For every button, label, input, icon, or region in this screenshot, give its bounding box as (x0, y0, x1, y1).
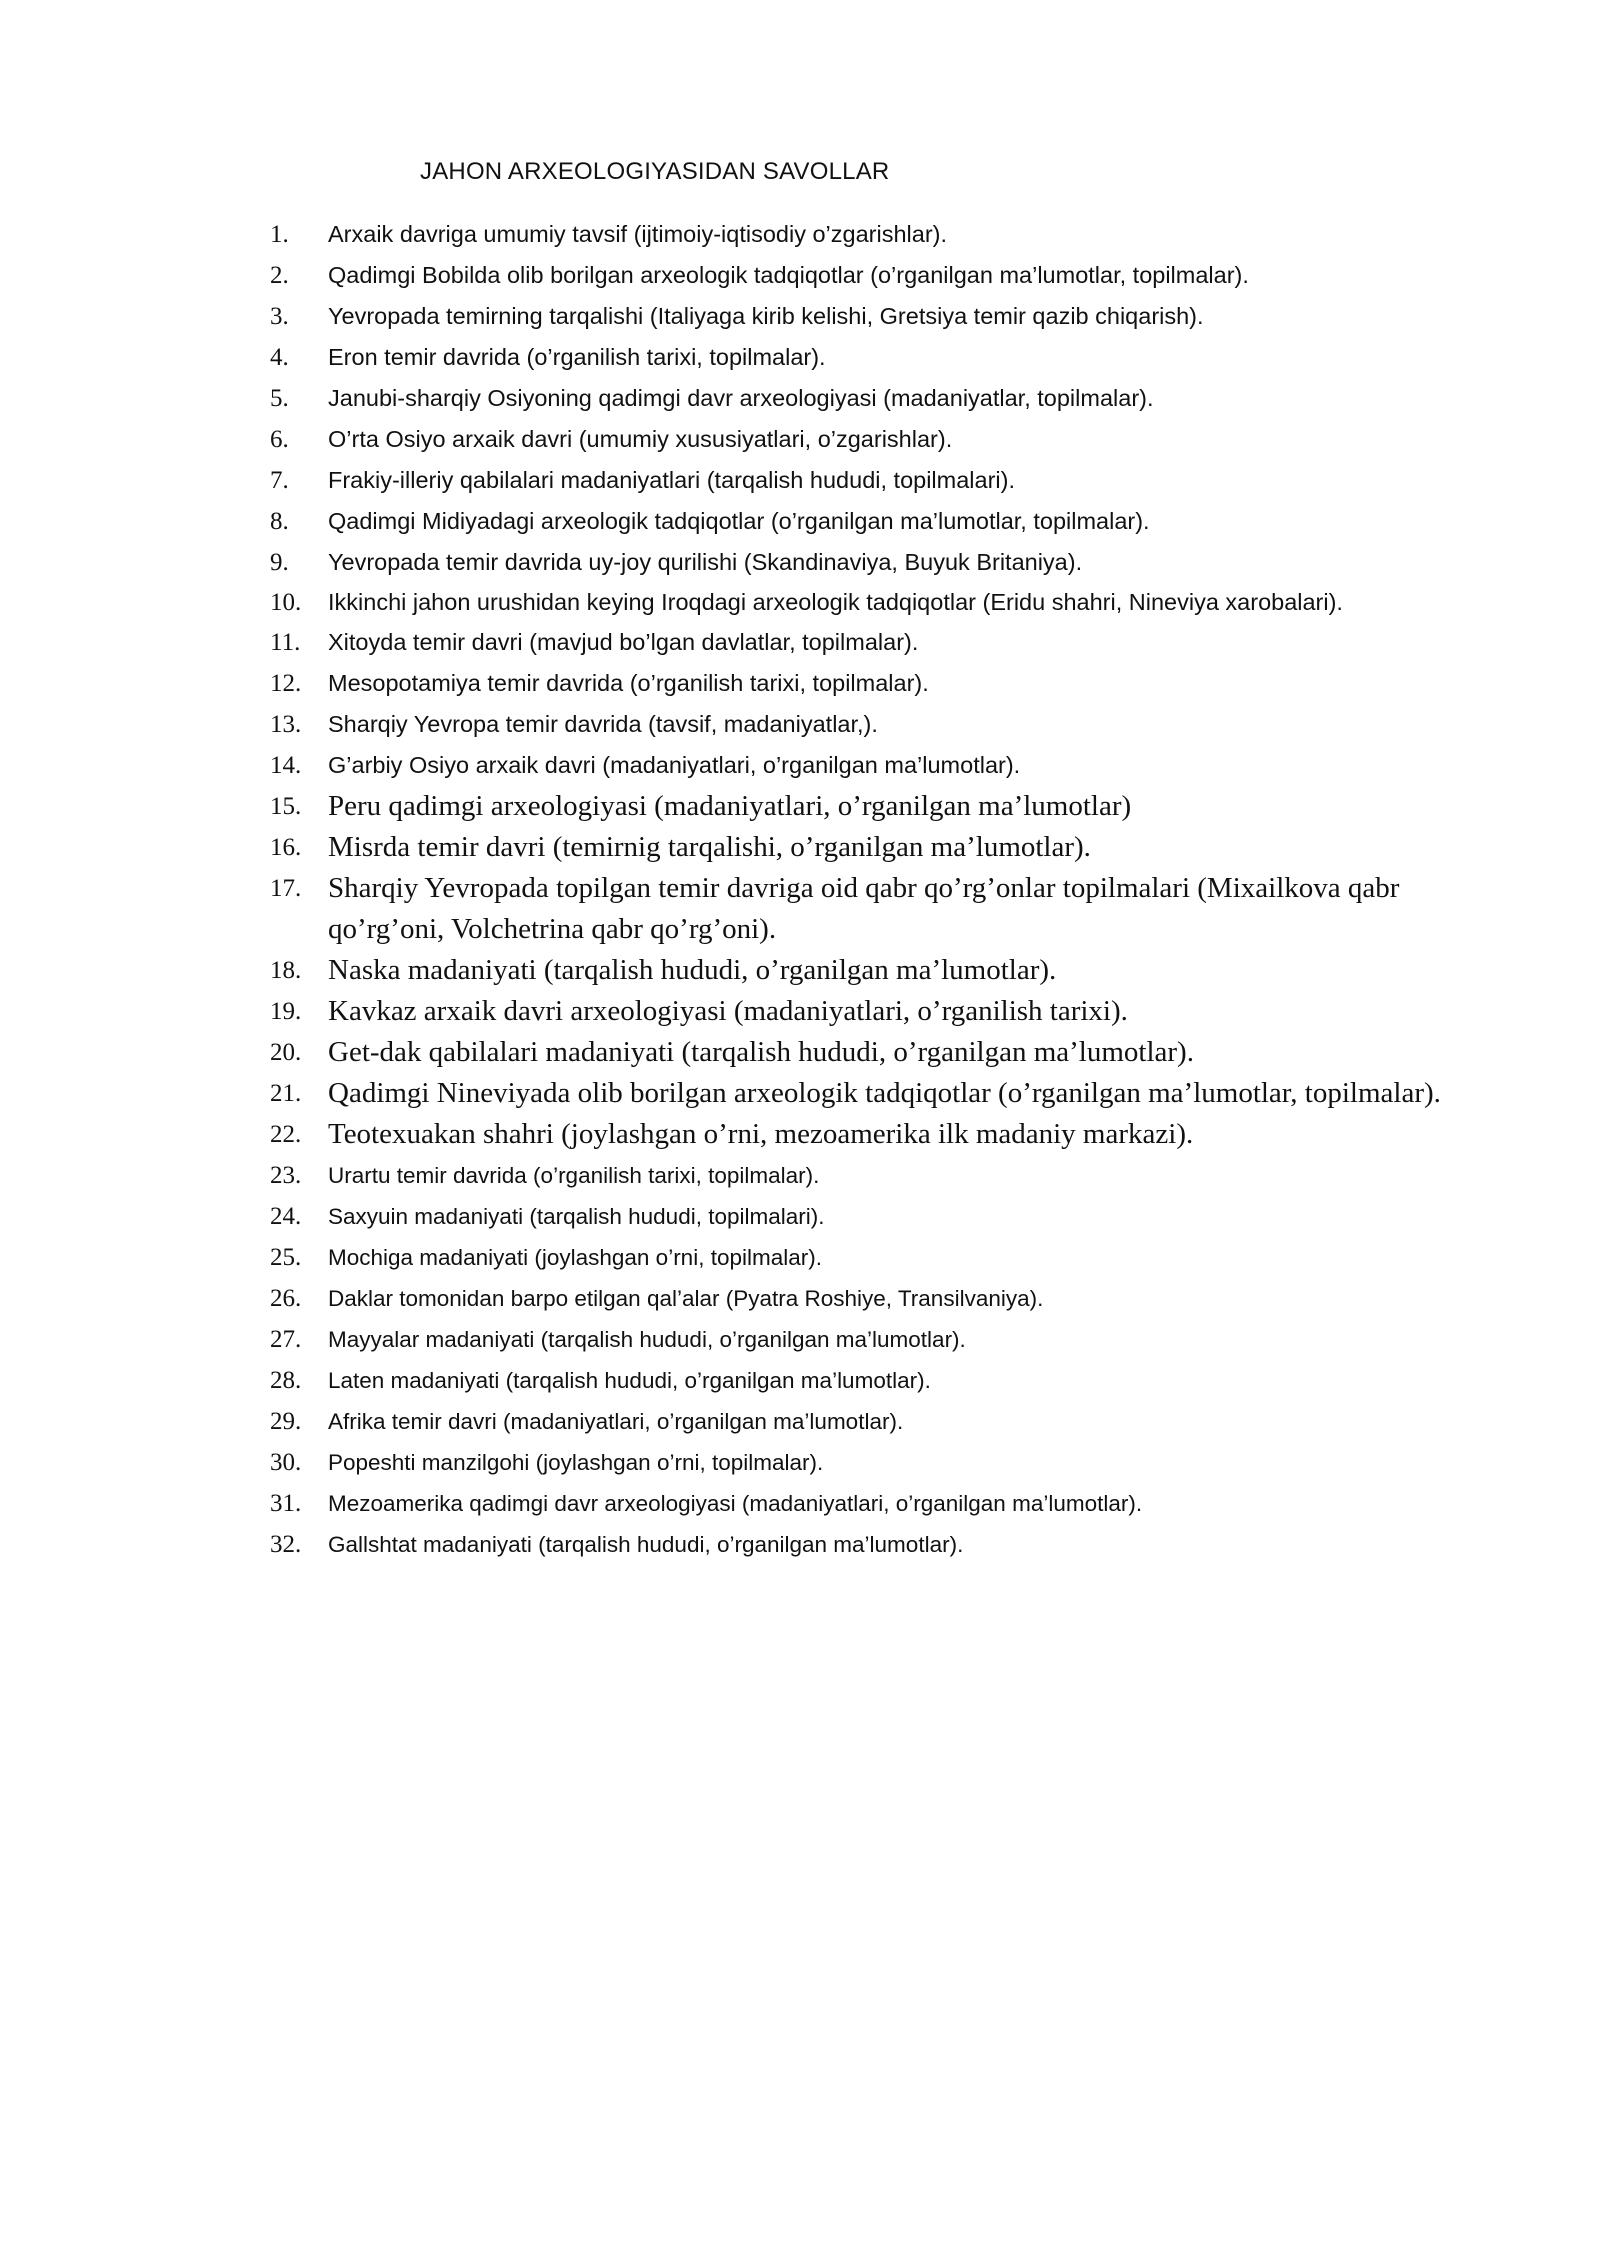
question-number: 2. (270, 262, 289, 289)
question-item (270, 1278, 1490, 1319)
question-number: 16. (270, 834, 302, 861)
question-text: Xitoyda temir davri (mavjud bo’lgan davlatlar, topilmalar). (328, 629, 919, 655)
question-number: 18. (270, 957, 302, 984)
question-text: Laten madaniyati (tarqalish hududi, o’rganilgan ma’lumotlar). (328, 1368, 931, 1393)
question-text: Mezoamerika qadimgi davr arxeologiyasi (madaniyatlari, o’rganilgan ma’lumotlar). (328, 1491, 1143, 1516)
question-number: 20. (270, 1039, 302, 1066)
document-title: JAHON ARXEOLOGIYASIDAN SAVOLLAR (420, 158, 890, 185)
question-number: 9. (270, 549, 289, 576)
question-number: 7. (270, 467, 289, 494)
question-text: Saxyuin madaniyati (tarqalish hududi, topilmalari). (328, 1204, 825, 1229)
question-text: Afrika temir davri (madaniyatlari, o’rganilgan ma’lumotlar). (328, 1409, 904, 1434)
question-number: 22. (270, 1121, 302, 1148)
question-item (270, 460, 1490, 501)
question-item (270, 501, 1490, 542)
question-number: 11. (270, 629, 301, 656)
question-text: Daklar tomonidan barpo etilgan qal’alar (Pyatra Roshiye, Transilvaniya). (328, 1286, 1044, 1311)
question-text: G’arbiy Osiyo arxaik davri (madaniyatlari, o’rganilgan ma’lumotlar). (328, 752, 1021, 778)
question-item (270, 1360, 1490, 1401)
question-item (270, 827, 1490, 868)
question-number: 24. (270, 1203, 302, 1230)
question-item (270, 1319, 1490, 1360)
question-item (270, 1155, 1490, 1196)
question-number: 5. (270, 385, 289, 412)
question-item (270, 337, 1490, 378)
question-text: Urartu temir davrida (o’rganilish tarixi, topilmalar). (328, 1163, 820, 1188)
question-text: Qadimgi Midiyadagi arxeologik tadqiqotlar (o’rganilgan ma’lumotlar, topilmalar). (328, 508, 1150, 534)
question-text: Eron temir davrida (o’rganilish tarixi, topilmalar). (328, 344, 826, 370)
question-number: 32. (270, 1531, 302, 1558)
question-text: Mesopotamiya temir davrida (o’rganilish tarixi, topilmalar). (328, 670, 929, 696)
question-text: Popeshti manzilgohi (joylashgan o’rni, topilmalar). (328, 1450, 824, 1475)
question-number: 21. (270, 1080, 302, 1107)
question-item (270, 704, 1490, 745)
question-item (270, 542, 1490, 583)
question-number: 6. (270, 426, 289, 453)
question-number: 3. (270, 303, 289, 330)
question-text: Misrda temir davri (temirnig tarqalishi, o’rganilgan ma’lumotlar). (328, 831, 1091, 863)
question-item (270, 1196, 1490, 1237)
question-text: Janubi-sharqiy Osiyoning qadimgi davr arxeologiyasi (madaniyatlar, topilmalar). (328, 385, 1154, 411)
question-text: Yevropada temirning tarqalishi (Italiyaga kirib kelishi, Gretsiya temir qazib chiqarish). (328, 303, 1204, 329)
question-text: Kavkaz arxaik davri arxeologiyasi (madaniyatlari, o’rganilish tarixi). (328, 995, 1128, 1027)
question-item (270, 1483, 1490, 1524)
question-number: 28. (270, 1367, 302, 1394)
question-text: Sharqiy Yevropa temir davrida (tavsif, madaniyatlar,). (328, 711, 878, 737)
question-number: 23. (270, 1162, 302, 1189)
question-number: 8. (270, 508, 289, 535)
question-text: Qadimgi Nineviyada olib borilgan arxeologik tadqiqotlar (o’rganilgan ma’lumotlar, topilmalar). (328, 1077, 1441, 1109)
question-item (270, 1237, 1490, 1278)
question-text: Frakiy-illeriy qabilalari madaniyatlari (tarqalish hududi, topilmalari). (328, 467, 1015, 493)
question-number: 13. (270, 711, 302, 738)
question-number: 10. (270, 589, 302, 616)
question-number: 15. (270, 793, 302, 820)
question-item (270, 296, 1490, 337)
question-text: Gallshtat madaniyati (tarqalish hududi, o’rganilgan ma’lumotlar). (328, 1532, 964, 1557)
question-item (270, 419, 1490, 460)
question-item (270, 378, 1490, 419)
question-number: 17. (270, 875, 302, 902)
question-number: 27. (270, 1326, 302, 1353)
question-text: Yevropada temir davrida uy-joy qurilishi (Skandinaviya, Buyuk Britaniya). (328, 549, 1083, 575)
question-text: Get-dak qabilalari madaniyati (tarqalish hududi, o’rganilgan ma’lumotlar). (328, 1036, 1194, 1068)
question-item (270, 786, 1490, 827)
question-text: Ikkinchi jahon urushidan keying Iroqdagi arxeologik tadqiqotlar (Eridu shahri, Nineviya xarobalari). (328, 589, 1343, 615)
question-text: Sharqiy Yevropada topilgan temir davriga oid qabr qo’rg’onlar topilmalari (Mixailkova qabr qo’rg’oni, Volchetrina qabr qo’rg’oni). (328, 872, 1400, 945)
question-item (270, 663, 1490, 704)
question-item (270, 1442, 1490, 1483)
question-text: Arxaik davriga umumiy tavsif (ijtimoiy-iqtisodiy o’zgarishlar). (328, 221, 947, 247)
question-number: 26. (270, 1285, 302, 1312)
question-item (270, 1114, 1490, 1155)
question-number: 19. (270, 998, 302, 1025)
question-text: Qadimgi Bobilda olib borilgan arxeologik tadqiqotlar (o’rganilgan ma’lumotlar, topilmalar). (328, 262, 1249, 288)
question-item (270, 622, 1490, 663)
question-item (270, 950, 1490, 991)
question-number: 29. (270, 1408, 302, 1435)
question-text: Peru qadimgi arxeologiyasi (madaniyatlari, o’rganilgan ma’lumotlar) (328, 790, 1132, 822)
question-number: 12. (270, 670, 302, 697)
question-item (270, 991, 1490, 1032)
question-number: 4. (270, 344, 289, 371)
question-text: Naska madaniyati (tarqalish hududi, o’rganilgan ma’lumotlar). (328, 954, 1057, 986)
question-item (270, 255, 1490, 296)
question-item (270, 1524, 1490, 1565)
question-number: 14. (270, 752, 302, 779)
question-item (270, 583, 1490, 622)
question-item (270, 214, 1490, 255)
question-number: 1. (270, 221, 289, 248)
question-item (270, 1401, 1490, 1442)
question-number: 30. (270, 1449, 302, 1476)
question-number: 31. (270, 1490, 302, 1517)
question-text: Mochiga madaniyati (joylashgan o’rni, topilmalar). (328, 1245, 822, 1270)
question-item (270, 868, 1490, 950)
question-text: O’rta Osiyo arxaik davri (umumiy xususiyatlari, o’zgarishlar). (328, 426, 953, 452)
question-item (270, 745, 1490, 786)
question-text: Teotexuakan shahri (joylashgan o’rni, mezoamerika ilk madaniy markazi). (328, 1118, 1194, 1150)
question-list (270, 214, 1490, 1565)
question-item (270, 1032, 1490, 1073)
question-item (270, 1073, 1490, 1114)
question-text: Mayyalar madaniyati (tarqalish hududi, o’rganilgan ma’lumotlar). (328, 1327, 966, 1352)
question-number: 25. (270, 1244, 302, 1271)
